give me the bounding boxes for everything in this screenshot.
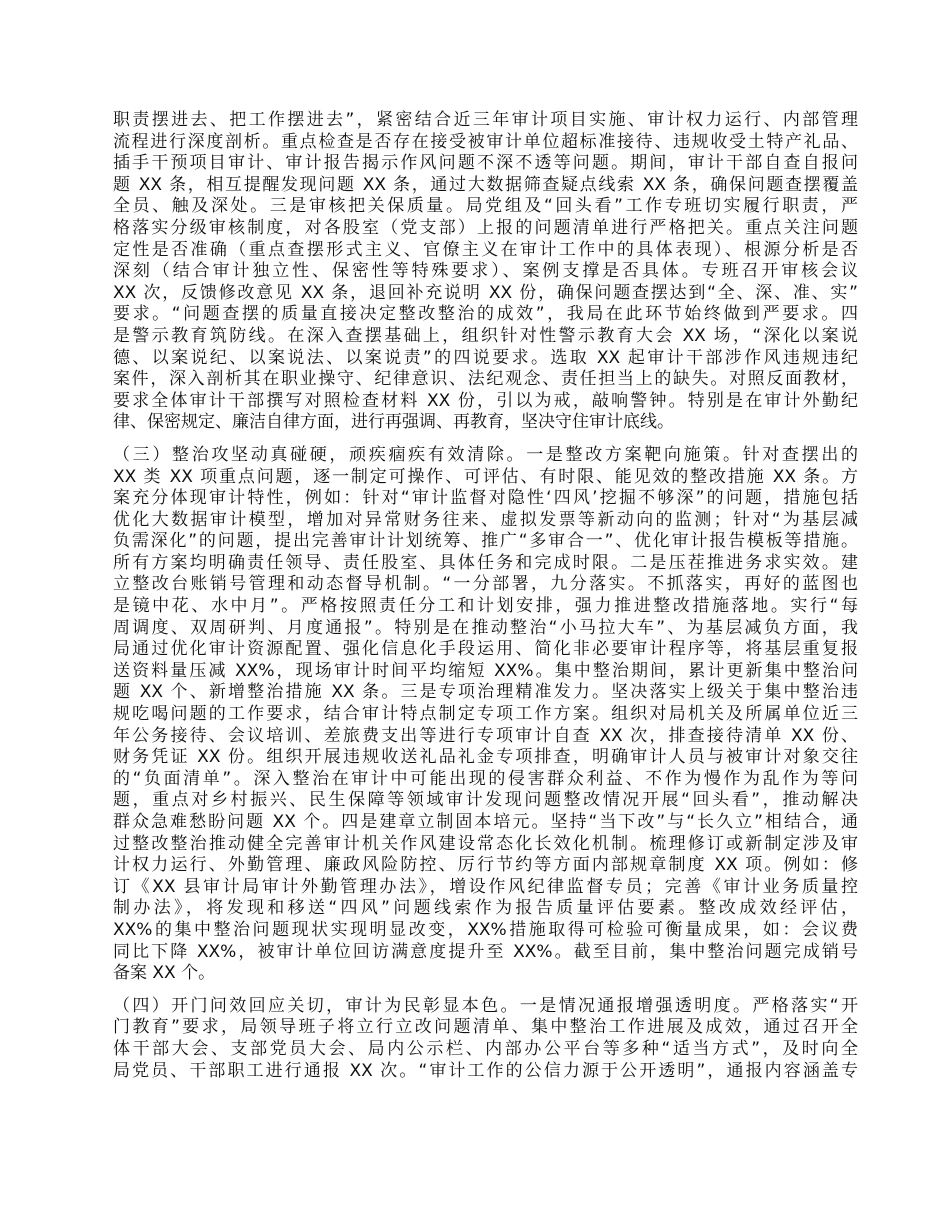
paragraph-section-3-rectification — [113, 445, 858, 985]
text-line: XX%的集中整治问题现状实现明显改变，XX%措施取得可检验可衡量成果，如：会议费 — [113, 919, 858, 940]
text-line: 门教育”要求，局领导班子将立行立改问题清单、集中整治工作进展及成效，通过召开全 — [113, 1017, 858, 1038]
text-line: 要求。“问题查摆的质量直接决定整改整治的成效”，我局在此环节始终做到严要求。四 — [113, 304, 858, 325]
text-line: 年公务接待、会议培训、差旅费支出等进行专项审计自查 XX 次，排查接待清单 XX 份、 — [113, 725, 858, 746]
text-line: 负需深化”的问题，提出完善审计计划统筹、推广“多审合一”、优化审计报告模板等措施。 — [113, 531, 858, 552]
text-line: 立整改台账销号管理和动态督导机制。“一分部署，九分落实。不抓落实，再好的蓝图也 — [113, 574, 858, 595]
text-line: 优化大数据审计模型，增加对异常财务往来、虚拟发票等新动向的监测；针对“为基层减 — [113, 509, 858, 530]
text-line: 体干部大会、支部党员大会、局内公示栏、内部办公平台等多种“适当方式”，及时向全 — [113, 1038, 858, 1059]
text-line: 同比下降 XX%，被审计单位回访满意度提升至 XX%。截至目前，集中整治问题完成销号 — [113, 941, 858, 962]
text-line: XX 次，反馈修改意见 XX 条，退回补充说明 XX 份，确保问题查摆达到“全、深、准、实” — [113, 282, 858, 303]
text-line: （四）开门问效回应关切，审计为民彰显本色。一是情况通报增强透明度。严格落实“开 — [113, 995, 858, 1016]
text-line: 是镜中花、水中月”。严格按照责任分工和计划安排，强力推进整改措施落地。实行“每 — [113, 596, 858, 617]
text-line: 案件，深入剖析其在职业操守、纪律意识、法纪观念、责任担当上的缺失。对照反面教材， — [113, 369, 858, 390]
text-line: 所有方案均明确责任领导、责任股室、具体任务和完成时限。二是压茬推进务求实效。建 — [113, 552, 858, 573]
text-line: XX 类 XX 项重点问题，逐一制定可操作、可评估、有时限、能见效的整改措施 XX 条。方 — [113, 466, 858, 487]
text-line: 局通过优化审计资源配置、强化信息化手段运用、简化非必要审计程序等，将基层重复报 — [113, 639, 858, 660]
text-line: 题 XX 个、新增整治措施 XX 条。三是专项治理精准发力。坚决落实上级关于集中整治违 — [113, 682, 858, 703]
text-line: 题 XX 条，相互提醒发现问题 XX 条，通过大数据筛查疑点线索 XX 条，确保问题查摆覆盖 — [113, 174, 858, 195]
text-line: 送资料量压减 XX%，现场审计时间平均缩短 XX%。集中整治期间，累计更新集中整治问 — [113, 660, 858, 681]
text-line: 职责摆进去、把工作摆进去”，紧密结合近三年审计项目实施、审计权力运行、内部管理 — [113, 110, 858, 130]
text-line: 深刻（结合审计独立性、保密性等特殊要求）、案例支撑是否具体。专班召开审核会议 — [113, 261, 858, 282]
text-line: 要求全体审计干部撰写对照检查材料 XX 份，引以为戒，敲响警钟。特别是在审计外勤纪 — [113, 390, 858, 411]
text-line: 律、保密规定、廉洁自律方面，进行再强调、再教育，坚决守住审计底线。 — [113, 412, 674, 433]
text-line: 是警示教育筑防线。在深入查摆基础上，组织针对性警示教育大会 XX 场，“深化以案说 — [113, 325, 858, 346]
text-line: 定性是否准确（重点查摆形式主义、官僚主义在审计工作中的具体表现）、根源分析是否 — [113, 239, 858, 260]
text-line: 周调度、双周研判、月度通报”。特别是在推动整治“小马拉大车”、为基层减负方面，我 — [113, 617, 858, 638]
text-line: 制办法》，将发现和移送“四风”问题线索作为报告质量评估要素。整改成效经评估， — [113, 898, 858, 919]
text-line: 题，重点对乡村振兴、民生保障等领域审计发现问题整改情况开展“回头看”，推动解决 — [113, 790, 858, 811]
text-line: 局党员、干部职工进行通报 XX 次。“审计工作的公信力源于公开透明”，通报内容涵盖专 — [113, 1060, 858, 1081]
text-line: （三）整治攻坚动真碰硬，顽疾痼疾有效清除。一是整改方案靶向施策。针对查摆出的 — [113, 444, 858, 465]
text-line: 插手干预项目审计、审计报告揭示作风问题不深不透等问题。期间，审计干部自查自报问 — [113, 153, 858, 174]
text-line: 全员、触及深处。三是审核把关保质量。局党组及“回头看”工作专班切实履行职责，严 — [113, 196, 858, 217]
text-line: 备案 XX 个。 — [113, 963, 216, 984]
text-line: 德、以案说纪、以案说法、以案说责”的四说要求。选取 XX 起审计干部涉作风违规违纪 — [113, 347, 858, 368]
text-line: 规吃喝问题的工作要求，结合审计特点制定专项工作方案。组织对局机关及所属单位近三 — [113, 704, 858, 725]
text-line: 案充分体现审计特性，例如：针对“审计监督对隐性‘四风’挖掘不够深”的问题，措施包括 — [113, 488, 858, 509]
text-line: 过整改整治推动健全完善审计机关作风建设常态化长效化机制。梳理修订或新制定涉及审 — [113, 833, 858, 854]
text-line: 的“负面清单”。深入整治在审计中可能出现的侵害群众利益、不作为慢作为乱作为等问 — [113, 768, 858, 789]
paragraph-section-4-open-door — [113, 996, 858, 1082]
paragraph-continued — [113, 110, 858, 434]
text-line: 财务凭证 XX 份。组织开展违规收送礼品礼金专项排查，明确审计人员与被审计对象交往 — [113, 747, 858, 768]
text-line: 流程进行深度剖析。重点检查是否存在接受被审计单位超标准接待、违规收受土特产礼品、 — [113, 131, 858, 152]
text-line: 格落实分级审核制度，对各股室（党支部）上报的问题清单进行严格把关。重点关注问题 — [113, 217, 858, 238]
text-line: 计权力运行、外勤管理、廉政风险防控、厉行节约等方面内部规章制度 XX 项。例如：修 — [113, 855, 858, 876]
text-line: 订《XX 县审计局审计外勤管理办法》，增设作风纪律监督专员；完善《审计业务质量控 — [113, 876, 858, 897]
document-page — [113, 110, 858, 1093]
text-line: 群众急难愁盼问题 XX 个。四是建章立制固本培元。坚持“当下改”与“长久立”相结合，通 — [113, 812, 858, 832]
